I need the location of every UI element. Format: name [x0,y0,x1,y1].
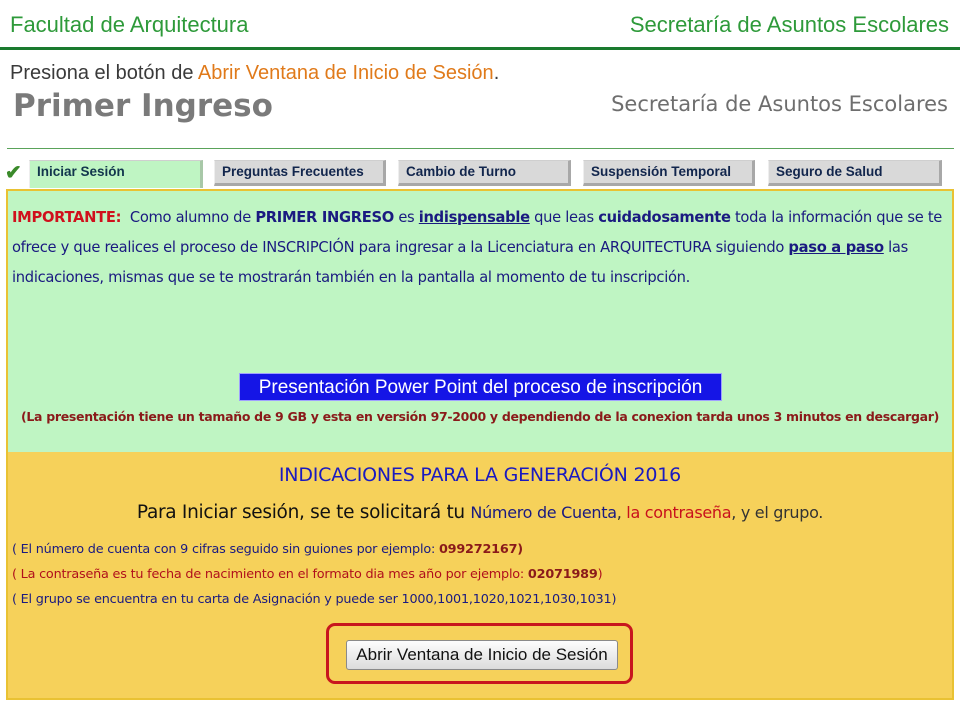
important-text: Como alumno de [129,209,256,226]
password-example: 02071989 [527,567,598,582]
web-page [5,82,956,700]
important-text: las indicaciones, mismas que se te mostrarán también en la pantalla al momento de tu inscripción. [12,239,908,286]
header-divider [0,47,960,50]
instruction-highlight: Abrir Ventana de Inicio de Sesión [197,62,494,84]
highlight-annotation [326,623,633,684]
tab-seguro-de-salud[interactable]: Seguro de Salud [768,160,942,186]
important-paragraph [12,203,950,293]
tab-iniciar-sesion[interactable]: Iniciar Sesión [29,160,203,188]
group-note: ( El grupo se encuentra en tu carta de Asignación y puede ser 1000,1001,1020,1021,1030,1031) [12,592,617,607]
presentation-link-button[interactable]: Presentación Power Point del proceso de inscripción [239,373,722,401]
tab-suspension-temporal[interactable]: Suspensión Temporal [583,160,755,186]
password-note [12,567,602,582]
page-title: Primer Ingreso [13,88,273,124]
title-divider [7,148,954,149]
indications-title: INDICACIONES PARA LA GENERACIÓN 2016 [278,464,682,486]
indications-sub-text: , [616,503,627,522]
account-number-example: 099272167) [438,542,523,557]
indications-sub-text: , y el grupo. [731,503,824,522]
note-text: ( El número de cuenta con 9 cifras seguido sin guiones por ejemplo: [12,542,439,557]
secretariat-title: Secretaría de Asuntos Escolares [629,12,949,37]
important-bold-primer-ingreso: PRIMER INGRESO [255,209,394,226]
note-text: ( La contraseña es tu fecha de nacimiento en el formato dia mes año por ejemplo: [12,567,528,582]
tab-cambio-de-turno[interactable]: Cambio de Turno [398,160,571,186]
site-title: Secretaría de Asuntos Escolares [611,92,948,116]
check-icon: ✔ [5,162,22,184]
indications-sub-text: Para Iniciar sesión, se te solicitará tu [136,502,471,523]
presentation-note: (La presentación tiene un tamaño de 9 GB y esta en versión 97-2000 y dependiendo de la conexion tarda unos 3 minutos en descargar) [20,409,940,424]
important-text: que leas [529,209,599,226]
important-underline-indispensable: indispensable [418,209,530,226]
tab-bar [5,160,956,190]
account-number-note [12,542,523,557]
password-label: la contraseña [626,503,732,522]
note-text: ) [597,567,603,582]
open-login-window-button[interactable]: Abrir Ventana de Inicio de Sesión [346,640,618,670]
faculty-title: Facultad de Arquitectura [10,12,249,37]
slide-header [0,0,960,48]
indications-subtitle [8,502,952,523]
important-section [8,191,952,452]
important-label: IMPORTANTE: [12,209,122,226]
account-number-label: Número de Cuenta [470,503,617,522]
important-underline-paso-a-paso: paso a paso [788,239,884,256]
instruction-suffix: . [493,62,500,84]
important-text: toda la información que se te ofrece y que realices el proceso de INSCRIPCIÓN para ingresar a la Licenciatura en ARQUITECTURA siguiendo [12,209,943,256]
important-text: es [393,209,419,226]
tab-preguntas-frecuentes[interactable]: Preguntas Frecuentes [214,160,386,186]
instruction-prefix: Presiona el botón de [10,62,198,84]
important-bold-cuidadosamente: cuidadosamente [598,209,731,226]
